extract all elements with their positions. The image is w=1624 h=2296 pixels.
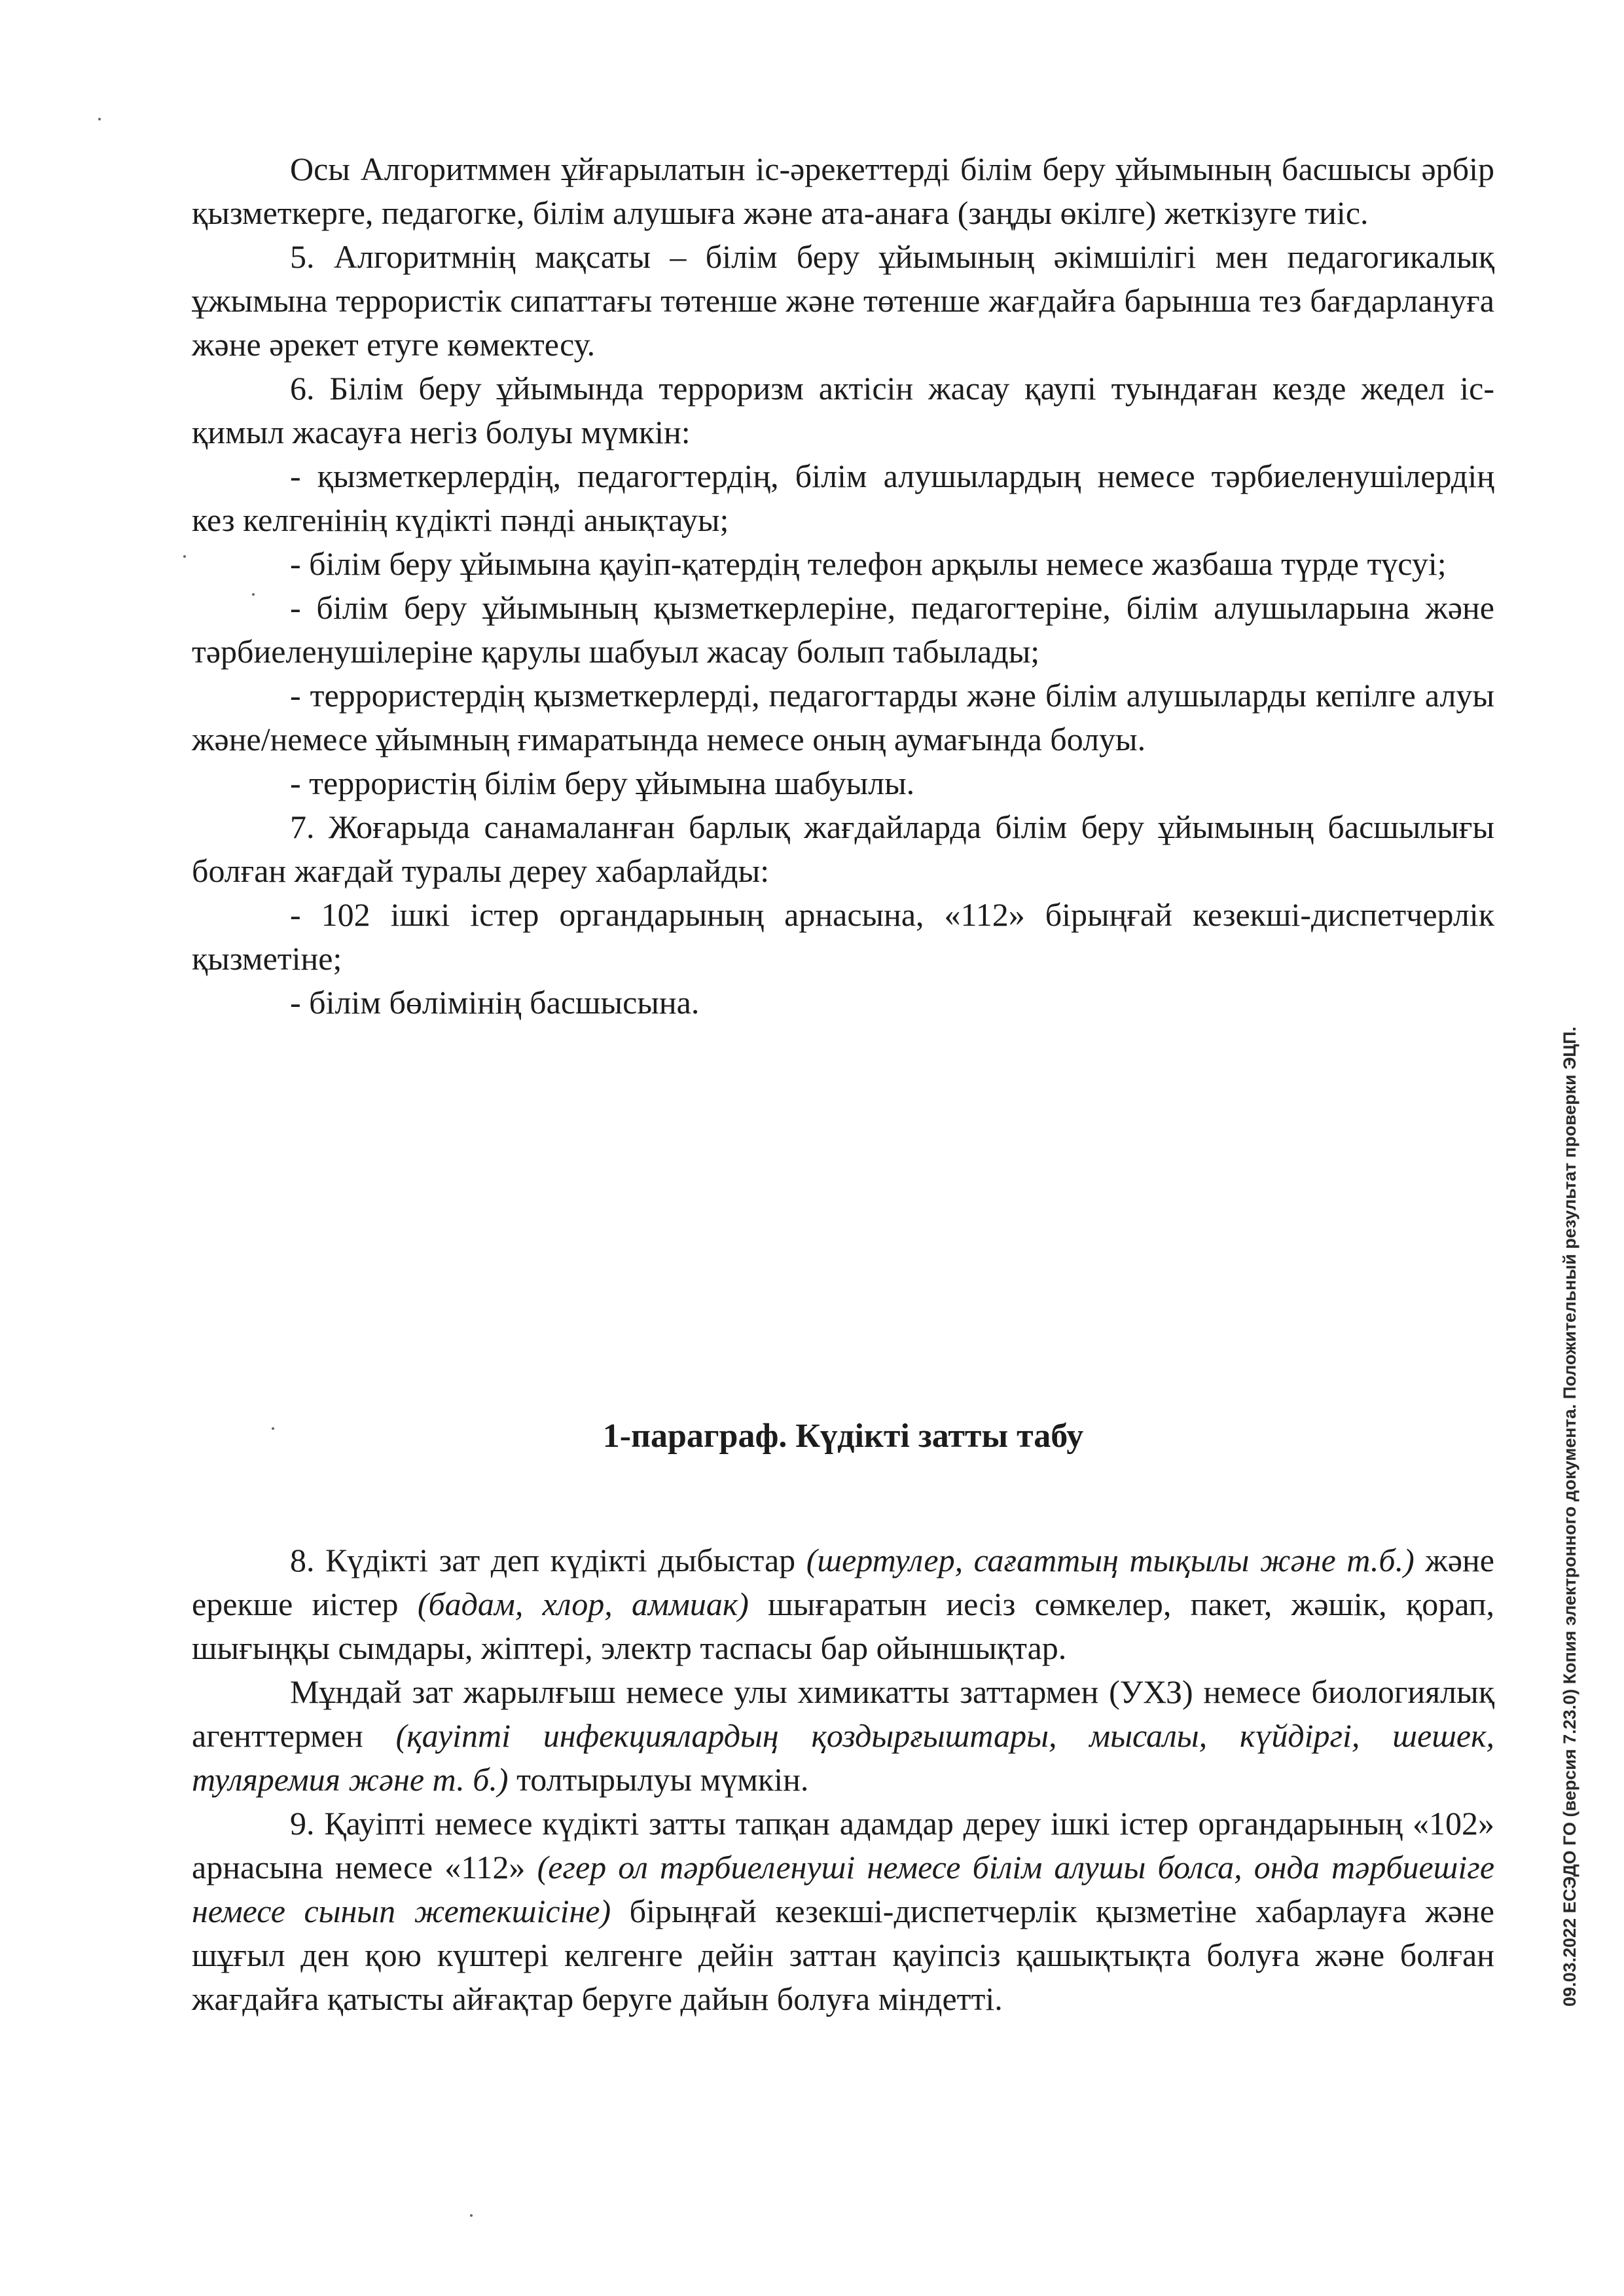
paragraph-9 — [192, 1802, 1494, 2021]
paragraph-5: 5. Алгоритмнің мақсаты – білім беру ұйымының әкімшілігі мен педагогикалық ұжымына террористік сипаттағы төтенше және төтенше жағдайға барынша тез бағдарлануға және әрекет етуге көмектесу. — [192, 238, 1494, 363]
list-item-threat-call: - білім беру ұйымына қауіп-қатердің телефон арқылы немесе жазбаша түрде түсуі; — [290, 545, 1447, 582]
list-item-hostages: - террористердің қызметкерлерді, педагогтарды және білім алушыларды кепілге алуы және/немесе ұйымның ғимаратында немесе оның аумағында болуы. — [192, 677, 1494, 757]
scan-speck — [183, 555, 186, 558]
list-item-armed-attack: - білім беру ұйымының қызметкерлеріне, педагогтеріне, білім алушыларына және тәрбиеленушілеріне қарулы шабуыл жасау болып табылады; — [192, 589, 1494, 670]
side-stamp: 09.03.2022 ЕСЭДО ГО (версия 7.23.0) Копия электронного документа. Положительный результат проверки ЭЦП. — [1560, 1026, 1579, 2007]
list-item-education-head: - білім бөлімінің басшысына. — [290, 984, 700, 1021]
list-item-terrorist-attack: - террористің білім беру ұйымына шабуылы. — [290, 765, 915, 801]
italic-run: (қауіпті инфекциялардың қоздырғыштары, мысалы, күйдіргі, шешек, туляремия және т. б.) — [192, 1717, 1495, 1798]
list-item-102-112: - 102 ішкі істер органдарының арнасына, «112» бірыңғай кезекші-диспетчерлік қызметіне; — [192, 896, 1494, 977]
text-run: Мұндай зат жарылғыш немесе улы химикатты заттармен (УХЗ) немесе биологиялық агенттермен — [192, 1673, 1494, 1754]
text-run: және ерекше иістер — [192, 1542, 1494, 1622]
paragraph-intro: Осы Алгоритммен ұйғарылатын іс-әрекеттерді білім беру ұйымының басшысы әрбір қызметкерге, педагогке, білім алушыға және ата-анаға (заңды өкілге) жеткізуге тиіс. — [192, 151, 1494, 231]
list-item-suspicious-object: - қызметкерлердің, педагогтердің, білім алушылардың немесе тәрбиеленушілердің кез келгенінің күдікті пәнді анықтауы; — [192, 458, 1494, 538]
text-run: бірыңғай кезекші-диспетчерлік қызметіне хабарлауға және шұғыл ден қою күштері келгенге дейін заттан қауіпсіз қашықтықта болуға және болған жағдайға қатысты айғақтар беруге дайын болуға міндетті. — [192, 1893, 1494, 2017]
italic-run: (шертулер, сағаттың тықылы және т.б.) — [806, 1542, 1415, 1578]
text-run: шығаратын иесіз сөмкелер, пакет, жәшік, қорап, шығыңқы сымдары, жіптері, электр таспасы бар ойыншықтар. — [192, 1586, 1494, 1666]
paragraph-8 — [192, 1539, 1494, 1670]
text-run: 9. Қауіпті немесе күдікті затты тапқан адамдар дереу ішкі істер органдарының «102» арнасына немесе «112» — [192, 1805, 1494, 1886]
paragraph-7: 7. Жоғарыда санамаланған барлық жағдайларда білім беру ұйымының басшылығы болған жағдай туралы дереу хабарлайды: — [192, 809, 1494, 889]
scan-speck — [272, 1427, 274, 1430]
scan-speck — [98, 118, 101, 120]
lower-section — [192, 1539, 1494, 2021]
section-heading: 1-параграф. Күдікті затты табу — [602, 1417, 1084, 1455]
scan-speck — [252, 593, 255, 596]
upper-section — [192, 147, 1494, 1025]
paragraph-8-cont — [192, 1670, 1494, 1802]
text-run: 8. Күдікті зат деп күдікті дыбыстар — [290, 1542, 806, 1578]
text-run: толтырылуы мүмкін. — [508, 1761, 809, 1798]
scan-speck — [470, 2214, 473, 2217]
italic-run: (бадам, хлор, аммиак) — [417, 1586, 749, 1622]
paragraph-6: 6. Білім беру ұйымында терроризм актісін жасау қаупі туындаған кезде жедел іс-қимыл жасауға негіз болуы мүмкін: — [192, 370, 1494, 450]
italic-run: (егер ол тәрбиеленуші немесе білім алушы болса, онда тәрбиешіге немесе сынып жетекшісіне) — [192, 1849, 1495, 1929]
